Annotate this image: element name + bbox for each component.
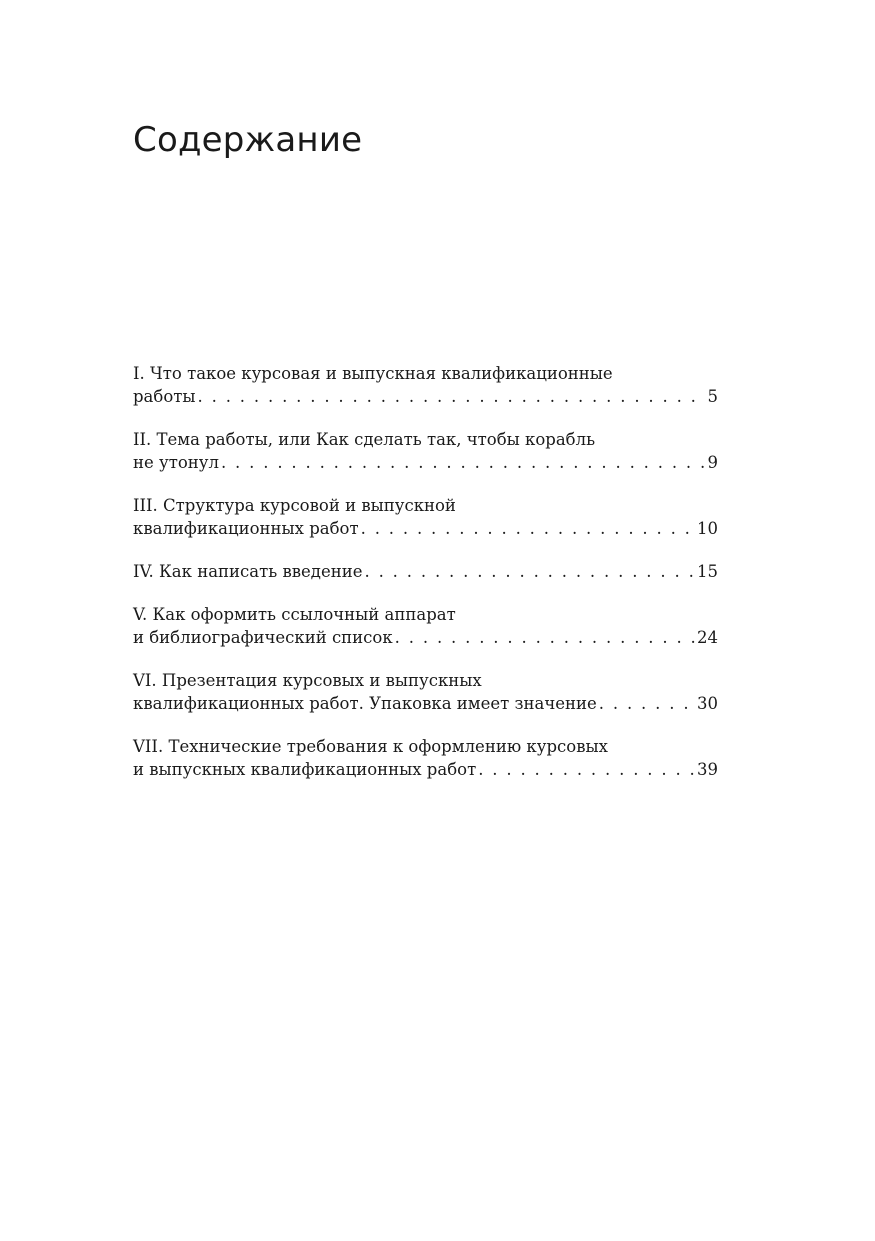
toc-entry-6[interactable] — [133, 669, 718, 715]
toc-entry-title-line2: квалификационных работ — [133, 519, 359, 538]
toc-entry-5[interactable] — [133, 603, 718, 649]
toc-dot-leader — [361, 517, 695, 540]
toc-dot-leader — [395, 626, 695, 649]
toc-page-number: 9 — [707, 453, 718, 472]
toc-entry-title-line2: и выпускных квалификационных работ — [133, 760, 477, 779]
toc-dot-leader — [599, 692, 695, 715]
toc-entry-7[interactable] — [133, 735, 718, 781]
toc-entry-1[interactable] — [133, 362, 718, 408]
toc-entry-4[interactable] — [133, 560, 718, 583]
toc-page-number: 30 — [697, 694, 718, 713]
toc-entry-title-line1: I. Что такое курсовая и выпускная квалификационные — [133, 364, 613, 383]
toc-page-number: 24 — [697, 628, 718, 647]
toc-entry-title-line1: VII. Технические требования к оформлению курсовых — [133, 737, 608, 756]
toc-dot-leader — [221, 451, 706, 474]
toc-entry-title-line1: VI. Презентация курсовых и выпускных — [133, 671, 482, 690]
toc-entry-title: IV. Как написать введение — [133, 562, 363, 581]
toc-dot-leader — [478, 758, 695, 781]
toc-page-number: 15 — [697, 562, 718, 581]
toc-entry-title-line2: не утонул — [133, 453, 219, 472]
table-of-contents — [133, 362, 718, 801]
toc-entry-title-line1: III. Структура курсовой и выпускной — [133, 496, 456, 515]
toc-dot-leader — [198, 385, 706, 408]
toc-entry-title-line2: и библиографический список — [133, 628, 393, 647]
toc-entry-title-line2: квалификационных работ. Упаковка имеет значение — [133, 694, 597, 713]
toc-dot-leader — [365, 560, 696, 583]
toc-entry-title-line1: II. Тема работы, или Как сделать так, чтобы корабль — [133, 430, 596, 449]
toc-page-number: 39 — [697, 760, 718, 779]
toc-entry-2[interactable] — [133, 428, 718, 474]
toc-page-number: 10 — [697, 519, 718, 538]
toc-entry-title-line1: V. Как оформить ссылочный аппарат — [133, 605, 456, 624]
toc-entry-title-line2: работы — [133, 387, 196, 406]
page-title: Содержание — [133, 120, 363, 160]
toc-page-number: 5 — [707, 387, 718, 406]
toc-entry-3[interactable] — [133, 494, 718, 540]
